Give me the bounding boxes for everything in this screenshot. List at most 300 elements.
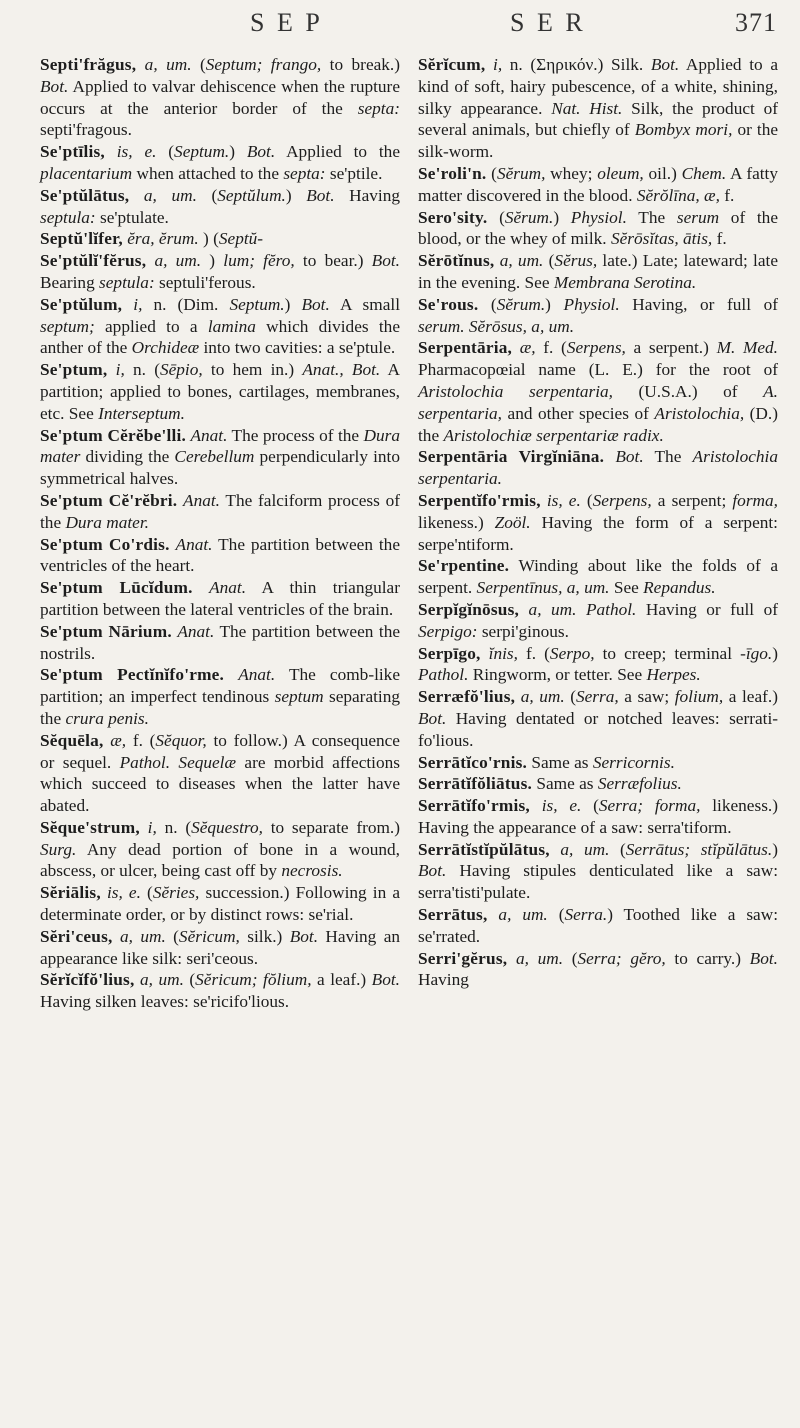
entry-italic-text: Anat. <box>190 425 228 445</box>
entry-text: The process of the <box>227 425 364 445</box>
entry-italic-text: Anat., Bot. <box>302 360 381 380</box>
entry-italic-text: Bot. <box>650 55 680 74</box>
entry-text: Having <box>334 185 400 205</box>
entry-italic-text: Pathol. <box>418 665 469 685</box>
dictionary-entry <box>40 969 400 1013</box>
entry-text: silk.) <box>239 926 290 946</box>
entry-headword: Septŭ'lĭfer, <box>40 229 123 249</box>
entry-headword: Se'roli'n. <box>418 163 487 183</box>
entry-text: separating the <box>40 687 400 728</box>
entry-text: f. ( <box>126 730 156 750</box>
entry-italic-text: Serra, <box>576 687 619 707</box>
entry-text: Having, or full of <box>619 294 778 314</box>
entry-italic-text: Chem. <box>681 163 727 183</box>
entry-text <box>487 905 498 924</box>
entry-italic-text: septum; <box>40 316 95 336</box>
entry-italic-text: æ, <box>110 730 127 750</box>
entry-italic-text: Membrana Serotina. <box>553 272 697 292</box>
entry-text <box>507 949 516 968</box>
entry-italic-text: Sĕricum, <box>178 926 240 946</box>
entry-text: to follow.) A consequence or sequel. <box>40 730 400 772</box>
entry-headword: Se'ptīlis, <box>40 142 105 162</box>
entry-italic-text: Interseptum. <box>98 403 185 423</box>
entry-headword: Serpentāria, <box>418 338 513 358</box>
entry-text: serpi'ginous. <box>477 621 569 641</box>
entry-italic-text: Sĕrum. <box>496 294 546 314</box>
dictionary-entry <box>418 752 778 774</box>
entry-italic-text: i, <box>115 360 125 380</box>
entry-headword: Se'ptŭlum, <box>40 294 123 314</box>
entry-headword: Se'ptum Cĕ'rĕbri. <box>40 490 178 510</box>
entry-headword: Se'ptum Cĕrĕbe'lli. <box>40 425 186 445</box>
entry-headword: Sero'sity. <box>418 207 488 227</box>
entry-text: The falciform process of the <box>40 490 400 532</box>
entry-text: Applied to the <box>275 142 400 162</box>
entry-italic-text: Sĕrōsĭtas, ātis, <box>610 229 713 249</box>
entry-text: ( <box>563 948 578 968</box>
entry-italic-text: Physiol. <box>563 294 620 314</box>
entry-headword: Sĕrĭcĭfŏ'lius, <box>40 970 135 990</box>
entry-text: f. <box>719 185 735 205</box>
entry-text: n. (Dim. <box>142 294 230 314</box>
dictionary-entry <box>418 904 778 948</box>
entry-italic-text: Bot. <box>40 76 69 96</box>
entry-italic-text: M. Med. <box>716 338 778 358</box>
entry-italic-text: a, um. <box>144 55 192 74</box>
entry-italic-text: Bot. <box>246 142 276 162</box>
entry-italic-text: a, um. <box>520 687 565 707</box>
entry-headword: Sĕrĭcum, <box>418 55 486 74</box>
entry-italic-text: Serpens, <box>566 338 626 358</box>
dictionary-entry <box>418 555 778 599</box>
entry-italic-text: a, um. <box>139 970 184 990</box>
dictionary-entry <box>418 599 778 643</box>
entry-text: a serpent.) <box>625 338 717 358</box>
entry-text: ) <box>772 839 778 859</box>
dictionary-entry <box>418 250 778 294</box>
entry-text: n. (Σηρικόν.) Silk. <box>502 55 651 74</box>
entry-text: See <box>609 578 644 598</box>
entry-headword: Se'ptum Co'rdis. <box>40 534 170 554</box>
entry-text: Pharmacopœial name (L. E.) for the root of <box>418 360 778 380</box>
entry-text: Ringworm, or tetter. See <box>468 665 647 685</box>
entry-italic-text: Bot. <box>418 708 447 728</box>
entry-text: septi'fragous. <box>40 120 132 140</box>
entry-italic-text: Anat. <box>238 665 276 685</box>
dictionary-entry <box>418 163 778 207</box>
entry-text: The comb-like partition; an imperfect tendinous <box>40 665 400 707</box>
entry-italic-text: septa: <box>357 98 400 118</box>
entry-text: septuli'ferous. <box>154 272 256 292</box>
entry-text: Same as <box>532 774 598 794</box>
entry-text <box>224 665 238 684</box>
entry-text: ) <box>545 294 564 314</box>
entry-italic-text: a, um. <box>528 599 577 619</box>
entry-text: to carry.) <box>665 948 750 968</box>
entry-italic-text: ĕra, ĕrum. <box>127 229 199 249</box>
entry-text: (D.) the <box>418 403 778 445</box>
entry-italic-text: a, um. <box>515 948 564 968</box>
entry-text: ( <box>478 294 497 314</box>
entry-italic-text: Serpo, <box>549 643 595 663</box>
entry-italic-text: Pathol. <box>119 752 171 772</box>
dictionary-entry <box>418 948 778 992</box>
entry-text: n. ( <box>156 817 192 837</box>
entry-italic-text: Sĕrus, <box>554 251 598 271</box>
entry-text: A partition; applied to bones, cartilages, membranes, etc. See <box>40 360 400 423</box>
dictionary-entry <box>40 621 400 665</box>
entry-headword: Serri'gĕrus, <box>418 948 508 968</box>
entry-italic-text: Cerebellum <box>174 447 255 467</box>
entry-italic-text: is, e. <box>106 883 141 903</box>
entry-italic-text: lamina <box>207 316 256 336</box>
entry-text: Having an appearance like silk: seri'ceous. <box>40 926 400 968</box>
entry-text: The partition between the ventricles of the heart. <box>40 534 400 576</box>
entry-italic-text: Bot. <box>306 185 335 205</box>
entry-headword: Se'rous. <box>418 294 479 314</box>
entry-italic-text: Sĕrum. <box>504 207 554 227</box>
entry-italic-text: Serpigo: <box>418 621 478 641</box>
dictionary-entry <box>418 686 778 751</box>
entry-text: ( <box>581 796 599 816</box>
dictionary-entry <box>418 294 778 338</box>
entry-italic-text: Septum. <box>229 294 285 314</box>
entry-text: se'ptile. <box>325 163 383 183</box>
entry-headword: Sĕrōtĭnus, <box>418 251 495 271</box>
entry-text: ) <box>772 643 778 663</box>
entry-text: are morbid affections which succeed to diseases when the latter have abated. <box>40 752 400 816</box>
entry-text: likeness.) Having the appearance of a saw: serra'tiform. <box>418 796 779 837</box>
entry-italic-text: Nat. Hist. <box>551 98 623 118</box>
entry-text <box>105 142 117 161</box>
entry-italic-text: forma, <box>732 490 778 510</box>
entry-italic-text: Septŭ- <box>218 229 264 249</box>
entry-text <box>519 600 529 619</box>
entry-italic-text: Aristolochiæ serpentariæ radix. <box>443 425 664 445</box>
entry-text: ( <box>543 251 555 271</box>
entry-italic-text: Sequelæ <box>178 752 237 772</box>
entry-text: ) <box>285 185 307 205</box>
entry-text: The <box>626 207 677 227</box>
entry-italic-text: i, <box>133 294 143 314</box>
entry-headword: Se'ptum, <box>40 360 108 380</box>
dictionary-entry <box>40 882 400 926</box>
entry-text: ) ( <box>198 229 219 249</box>
entry-text: ( <box>547 905 565 925</box>
entry-headword: Septi'frăgus, <box>40 55 137 74</box>
entry-text: Applied to a kind of soft, hairy pubescence, of a white, shining, silky appearance. <box>418 55 778 118</box>
entry-text: whey; <box>545 163 598 183</box>
entry-headword: Se'ptŭlātus, <box>40 185 130 205</box>
entry-text: (U.S.A.) of <box>613 381 764 401</box>
entry-italic-text: Sĕquor, <box>155 730 207 750</box>
entry-text: Having dentated or notched leaves: serrati-fo'lious. <box>418 708 778 750</box>
entry-text: f. ( <box>535 338 567 358</box>
dictionary-entry <box>418 795 778 839</box>
entry-headword: Serpentĭfo'rmis, <box>418 490 541 510</box>
entry-text: The <box>643 447 693 467</box>
entry-headword: Serræfŏ'lius, <box>418 687 516 707</box>
entry-italic-text: Serpentīnus, a, um. <box>476 578 610 598</box>
entry-text: ) <box>553 207 571 227</box>
dictionary-entry <box>418 207 778 251</box>
entry-text: a saw; <box>618 687 675 707</box>
entry-italic-text: Surg. <box>40 839 77 859</box>
entry-text <box>576 600 586 619</box>
entry-text <box>481 644 489 663</box>
entry-italic-text: a, um. <box>560 839 610 859</box>
entry-italic-text: septula: <box>99 272 155 292</box>
entry-text: applied to a <box>94 316 208 336</box>
entry-italic-text: Serra. <box>564 905 608 925</box>
entry-italic-text: i, <box>493 55 503 74</box>
dictionary-entry <box>418 839 778 904</box>
entry-text <box>604 447 615 466</box>
entry-italic-text: Bot. <box>749 948 778 968</box>
entry-italic-text: serum <box>676 207 720 227</box>
entry-italic-text: placentarium <box>40 163 133 183</box>
entry-italic-text: Orchideæ <box>131 338 200 358</box>
entry-italic-text: is, e. <box>116 142 157 162</box>
entry-text: Having the form of a serpent: serpe'ntiform. <box>418 512 778 554</box>
entry-italic-text: Serrātus; stĭpŭlātus. <box>625 839 773 859</box>
entry-headword: Serpentāria Virgĭniāna. <box>418 447 605 467</box>
dictionary-entry <box>418 490 778 555</box>
dictionary-entry <box>418 446 778 490</box>
entry-text: Silk, the product of several animals, but chiefly of <box>418 98 778 140</box>
entry-text: Having silken leaves: se'ricifo'lious. <box>40 992 290 1012</box>
entry-italic-text: Sĕrŏlīna, æ, <box>636 185 720 205</box>
entry-text: perpendicularly into symmetrical halves. <box>40 447 400 489</box>
entry-text <box>193 578 209 597</box>
entry-text: to bear.) <box>294 251 372 271</box>
entry-text: ( <box>486 163 497 183</box>
entry-text: se'ptulate. <box>95 207 169 227</box>
page-number: 371 <box>735 8 777 37</box>
entry-text: a leaf.) <box>311 970 372 990</box>
dictionary-entry <box>40 359 400 424</box>
entry-italic-text: Bot. <box>418 861 447 881</box>
entry-italic-text: A. serpentaria, <box>418 381 778 423</box>
dictionary-entry <box>40 294 400 359</box>
header-right-guide-word: S E R <box>510 8 586 37</box>
dictionary-entry <box>40 817 400 882</box>
entry-italic-text: a, um. <box>119 926 166 946</box>
dictionary-entry <box>40 926 400 970</box>
entry-italic-text: Anat. <box>183 490 220 510</box>
entry-text: a serpent; <box>651 490 733 510</box>
entry-text: a leaf.) <box>723 687 778 707</box>
entry-text: ( <box>564 687 576 707</box>
entry-headword: Serpĭgĭnōsus, <box>418 599 520 619</box>
dictionary-entry <box>40 730 400 817</box>
entry-text <box>129 186 144 205</box>
entry-italic-text: ĭnis, <box>488 643 518 663</box>
entry-italic-text: Septŭlum. <box>217 185 286 205</box>
entry-text: to break.) <box>321 55 400 74</box>
entry-italic-text: Repandus. <box>643 578 716 598</box>
entry-text: of the blood, or the whey of milk. <box>418 207 778 249</box>
entry-text: f. ( <box>517 643 550 663</box>
entry-italic-text: Dura mater. <box>65 512 149 532</box>
entry-text: late.) Late; lateward; late in the evening. See <box>418 251 778 292</box>
entry-headword: Se'ptum Nārium. <box>40 621 172 641</box>
entry-text: ) <box>284 294 302 314</box>
entry-text: ) Toothed like a saw: se'rrated. <box>418 905 778 946</box>
entry-italic-text: Aristolochia serpentaria. <box>418 447 778 489</box>
entry-italic-text: Septum. <box>174 142 230 162</box>
entry-headword: Serrātĭfo'rmis, <box>418 796 530 816</box>
entry-text: ( <box>183 970 196 990</box>
entry-headword: Sĕri'ceus, <box>40 926 113 946</box>
entry-italic-text: oleum, <box>597 163 644 183</box>
entry-headword: Serrātĭstĭpŭlātus, <box>418 839 550 859</box>
entry-italic-text: is, e. <box>541 796 582 816</box>
dictionary-entry <box>40 534 400 578</box>
entry-italic-text: Anat. <box>177 621 215 641</box>
entry-italic-text: Dura mater <box>40 425 401 467</box>
entry-italic-text: Bot. <box>289 926 319 946</box>
entry-text: Winding about like the folds of a serpent. <box>418 556 778 598</box>
entry-text: ( <box>140 883 153 903</box>
entry-headword: Sĕquēla, <box>40 730 104 750</box>
entry-italic-text: septula: <box>40 207 96 227</box>
running-header <box>0 8 800 38</box>
entry-italic-text: Sĕquestro, <box>191 817 263 837</box>
entry-text: Having <box>418 970 469 990</box>
entry-italic-text: Serricornis. <box>592 752 675 772</box>
entry-italic-text: Bot. <box>615 447 644 467</box>
dictionary-entry <box>40 54 400 141</box>
entry-italic-text: Sĕries, <box>152 883 200 903</box>
entry-italic-text: crura penis. <box>65 708 149 728</box>
entry-italic-text: folium, <box>674 687 724 707</box>
entry-italic-text: Pathol. <box>585 599 637 619</box>
entry-text: dividing the <box>80 447 175 467</box>
entry-italic-text: septa: <box>283 163 326 183</box>
dictionary-entry <box>418 773 778 795</box>
entry-italic-text: Anat. <box>209 578 247 598</box>
entry-italic-text: Serra; gĕro, <box>577 948 666 968</box>
entry-text: ( <box>191 55 206 74</box>
right-column <box>418 54 778 991</box>
entry-headword: Serrātĭfŏliātus. <box>418 774 533 794</box>
entry-italic-text: Zoöl. <box>494 512 531 532</box>
entry-text: A fatty matter discovered in the blood. <box>418 163 778 205</box>
entry-italic-text: Anat. <box>175 534 213 554</box>
entry-text: ( <box>156 142 175 162</box>
dictionary-entry <box>418 54 778 163</box>
entry-text <box>140 818 148 837</box>
entry-italic-text: Serra; forma, <box>598 796 701 816</box>
entry-italic-text: serum. <box>418 316 465 336</box>
entry-text: and other species of <box>502 403 655 423</box>
entry-italic-text: Bot. <box>301 294 330 314</box>
entry-text: Any dead portion of bone in a wound, abscess, or ulcer, being cast off by <box>40 839 400 881</box>
entry-italic-text: Sĕrōsus, a, um. <box>468 316 575 336</box>
left-column <box>40 54 400 1013</box>
entry-text: Having stipules denticulated like a saw: serra'tisti'pulate. <box>418 861 778 903</box>
entry-text: ( <box>580 490 593 510</box>
entry-headword: Se'ptum Lūcĭdum. <box>40 578 193 598</box>
entry-italic-text: Serpens, <box>592 490 652 510</box>
entry-text: ( <box>609 839 626 859</box>
entry-text: or the silk-worm. <box>418 120 779 162</box>
entry-headword: Sĕriālis, <box>40 883 101 903</box>
entry-headword: Serrātĭco'rnis. <box>418 752 528 772</box>
dictionary-entry <box>40 228 400 250</box>
entry-text: which divides the anther of the <box>40 316 400 358</box>
entry-text: A thin triangular partition between the lateral ventricles of the brain. <box>40 578 400 619</box>
entry-italic-text: necrosis. <box>281 861 343 881</box>
entry-italic-text: lum; fĕro, <box>223 251 295 271</box>
entry-text: The partition between the nostrils. <box>40 621 401 663</box>
entry-italic-text: Sĕricum; fŏlium, <box>195 970 312 990</box>
entry-text <box>136 55 144 74</box>
entry-italic-text: a, um. <box>143 185 197 205</box>
dictionary-entry <box>418 643 778 687</box>
entry-italic-text: a, um. <box>498 905 548 925</box>
entry-text: Having or full of <box>636 599 778 619</box>
entry-italic-text: Aristolochia serpentaria, <box>418 381 613 401</box>
dictionary-entry <box>40 185 400 229</box>
entry-text: Bearing <box>40 272 100 292</box>
dictionary-entry <box>40 490 400 534</box>
entry-text: n. ( <box>124 360 160 380</box>
entry-headword: Se'ptŭlĭ'fĕrus, <box>40 251 147 271</box>
entry-text: likeness.) <box>418 512 495 532</box>
entry-text: ( <box>165 926 179 946</box>
entry-italic-text: Septum; frango, <box>205 55 322 74</box>
entry-italic-text: Herpes. <box>646 665 701 685</box>
dictionary-entry <box>418 337 778 446</box>
entry-italic-text: Aristolochia, <box>654 403 745 423</box>
entry-text <box>550 840 561 859</box>
entry-headword: Serpīgo, <box>418 643 481 663</box>
entry-italic-text: -īgo. <box>740 643 773 663</box>
entry-text: f. <box>712 229 727 249</box>
entry-italic-text: a, um. <box>499 251 544 271</box>
entry-headword: Se'ptum Pectĭnĭfo'rme. <box>40 665 225 685</box>
entry-italic-text: Bot. <box>371 970 400 990</box>
entry-text: to separate from.) <box>262 817 400 837</box>
entry-italic-text: i, <box>147 817 157 837</box>
entry-italic-text: septum <box>274 687 324 707</box>
entry-italic-text: is, e. <box>546 490 581 510</box>
entry-text: oil.) <box>643 163 682 183</box>
entry-italic-text: Sĕrum, <box>496 163 546 183</box>
entry-text <box>122 295 133 314</box>
header-left-guide-word: S E P <box>250 8 323 37</box>
entry-italic-text: Sēpio, <box>159 360 203 380</box>
entry-text <box>485 55 493 74</box>
entry-text: ( <box>487 207 505 227</box>
entry-text: succession.) Following in a determinate order, or by distinct rows: se'rial. <box>40 883 400 925</box>
entry-text: Applied to valvar dehiscence when the rupture occurs at the anterior border of the <box>40 76 400 118</box>
entry-text <box>512 338 520 357</box>
dictionary-entry <box>40 250 400 294</box>
entry-text: ) <box>201 251 224 271</box>
entry-text: Same as <box>527 752 593 772</box>
entry-text: A small <box>329 294 400 314</box>
entry-text: ( <box>196 185 218 205</box>
entry-headword: Se'rpentine. <box>418 556 510 576</box>
dictionary-entry <box>40 425 400 490</box>
entry-headword: Sĕque'strum, <box>40 817 140 837</box>
entry-text: when attached to the <box>132 163 284 183</box>
entry-text: into two cavities: a se'ptule. <box>199 338 396 358</box>
entry-italic-text: Bot. <box>371 251 400 271</box>
